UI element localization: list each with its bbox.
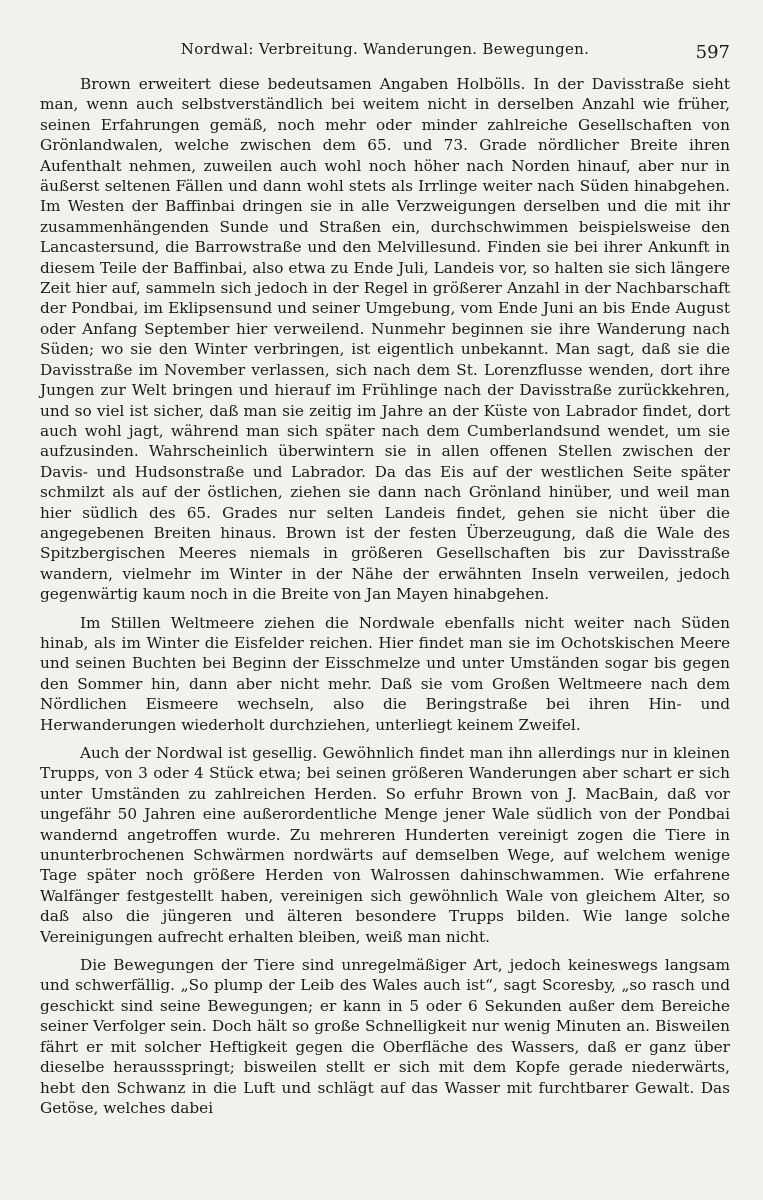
paragraph-4: Die Bewegungen der Tiere sind unregelmäßiger Art, jedoch keineswegs langsam und schwerfällig. „So plump der Leib des Wales auch ist“, sagt Scoresby, „so rasch und geschickt sind seine Bewegungen; er kann in 5 oder 6 Sekunden außer dem Bereiche seiner Verfolger sein. Doch hält so große Schnelligkeit nur wenig Minuten an. Bisweilen fährt er mit solcher Heftigkeit gegen die Oberfläche des Wassers, daß er ganz über dieselbe heraussspringt; bisweilen stellt er sich mit dem Kopfe gerade niederwärts, hebt den Schwanz in die Luft und schlägt auf das Wasser mit furchtbarer Gewalt. Das Getöse, welches dabei bbox=[40, 956, 730, 1117]
paragraph-2: Im Stillen Weltmeere ziehen die Nordwale ebenfalls nicht weiter nach Süden hinab, als im Winter die Eisfelder reichen. Hier findet man sie im Ochotskischen Meere und seinen Buchten bei Beginn der Eisschmelze und unter Umständen sogar bis gegen den Sommer hin, dann aber nicht mehr. Daß sie vom Großen Weltmeere nach dem Nördlichen Eismeere wechseln, also die Beringstraße bei ihren Hin- und Herwanderungen wiederholt durchziehen, unterliegt keinem Zweifel. bbox=[40, 613, 730, 734]
paragraph-3: Auch der Nordwal ist gesellig. Gewöhnlich findet man ihn allerdings nur in kleinen Trupps, von 3 oder 4 Stück etwa; bei seinen größeren Wanderungen aber schart er sich unter Umständen zu zahlreichen Herden. So erfuhr Brown von J. MacBain, daß vor ungefähr 50 Jahren eine außerordentliche Menge jener Wale südlich von der Pondbai wandernd angetroffen wurde. Zu mehreren Hunderten vereinigt zogen die Tiere in ununterbrochenen Schwärmen nordwärts auf demselben Wege, auf welchem wenige Tage später noch größere Herden von Walrossen dahinschwammen. Wie erfahrene Walfänger festgestellt haben, vereinigen sich gewöhnlich Wale von gleichem Alter, so daß also die jüngeren und älteren besondere Trupps bilden. Wie lange solche Vereinigungen aufrecht erhalten bleiben, weiß man nicht. bbox=[40, 744, 730, 946]
page-number: 597 bbox=[695, 42, 730, 63]
running-title: Nordwal: Verbreitung. Wanderungen. Bewegungen. bbox=[180, 40, 590, 58]
paragraph-1: Brown erweitert diese bedeutsamen Angaben Holbölls. In der Davisstraße sieht man, wenn auch selbstverständlich bei weitem nicht in derselben Anzahl wie früher, seinen Erfahrungen gemäß, noch mehr oder minder zahlreiche Gesellschaften von Grönlandwalen, welche zwischen dem 65. und 73. Grade nördlicher Breite ihren Aufenthalt nehmen, zuweilen auch wohl noch höher nach Norden hinauf, aber nur in äußerst seltenen Fällen und dann wohl stets als Irrlinge weiter nach Süden hinabgehen. Im Westen der Baffinbai dringen sie in alle Verzweigungen derselben und die mit ihr zusammenhängenden Sunde und Straßen ein, durchschwimmen beispielsweise den Lancastersund, die Barrowstraße und den Melvillesund. Finden sie bei ihrer Ankunft in diesem Teile der Baffinbai, also etwa zu Ende Juli, Landeis vor, so halten sie sich längere Zeit hier auf, sammeln sich jedoch in der Regel in größerer Anzahl in der Nachbarschaft der Pondbai, im Eklipsensund und seiner Umgebung, vom Ende Juni an bis Ende August oder Anfang September hier verweilend. Nunmehr beginnen sie ihre Wanderung nach Süden; wo sie den Winter verbringen, ist eigentlich unbekannt. Man sagt, daß sie die Davisstraße im November verlassen, sich nach dem St. Lorenzflusse wenden, dort ihre Jungen zur Welt bringen und hierauf im Frühlinge nach der Davisstraße zurückkehren, und so viel ist sicher, daß man sie zeitig im Jahre an der Küste von Labrador findet, dort auch wohl jagt, während man sich später nach dem Cumberlandsund wendet, um sie aufzusinden. Wahrscheinlich überwintern sie in allen offenen Stellen zwischen der Davis- und Hudsonstraße und Labrador. Da das Eis auf der westlichen Seite später schmilzt als auf der östlichen, ziehen sie dann nach Grönland hinüber, und weil man hier südlich des 65. Grades nur selten Landeis findet, gehen sie nicht über die angegebenen Breiten hinaus. Brown ist der festen Überzeugung, daß die Wale des Spitzbergischen Meeres niemals in größeren Gesellschaften bis zur Davisstraße wandern, vielmehr im Winter in der Nähe der erwähnten Inseln verweilen, jedoch gegenwärtig kaum noch in die Breite von Jan Mayen hinabgehen. bbox=[40, 75, 730, 604]
running-head bbox=[40, 36, 730, 64]
body-text bbox=[40, 74, 730, 1126]
